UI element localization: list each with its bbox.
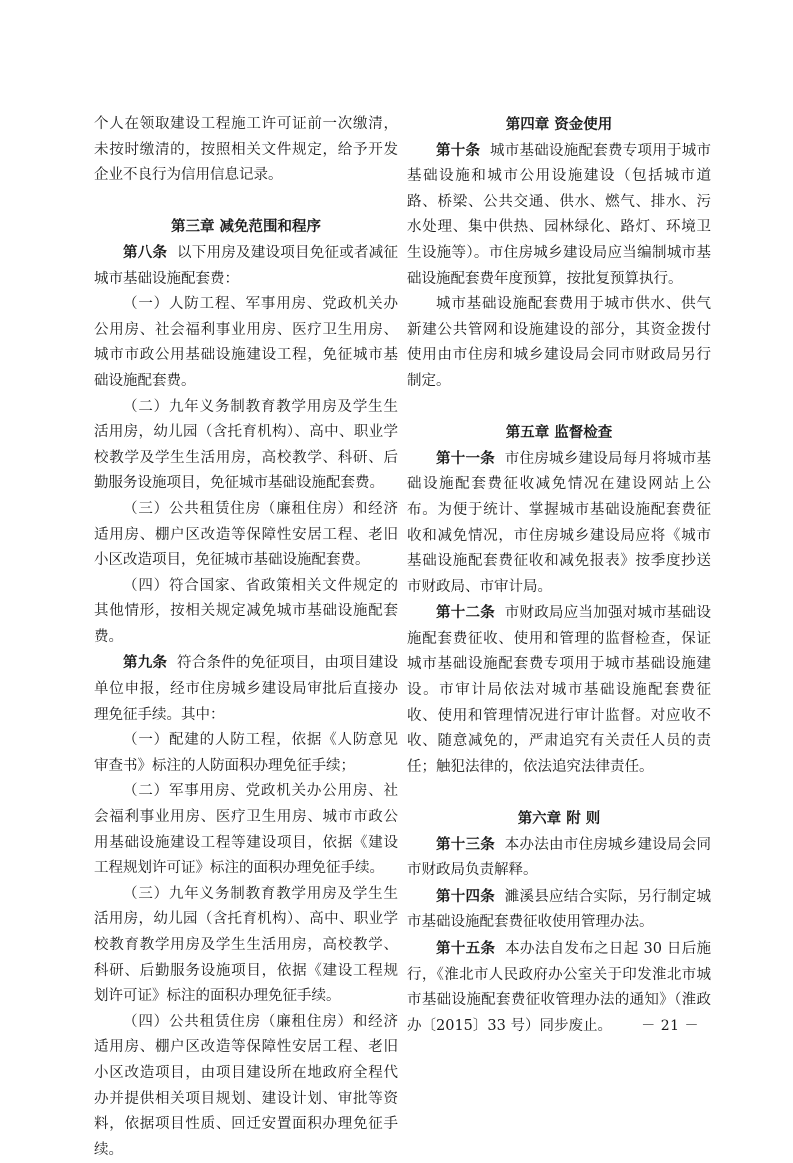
article-8-text: 以下用房及建设项目免征或者减征城市基础设施配套费： bbox=[94, 244, 399, 287]
article-9-item-2: （二）军事用房、党政机关办公用房、社会福利事业用房、医疗卫生用房、城市市政公用基础设施建设工程等建设项目，依据《建设工程规划许可证》标注的面积办理免征手续。 bbox=[94, 783, 398, 877]
article-10-text: 城市基础设施配套费专项用于城市基础设施和城市公用设施建设（包括城市道路、桥梁、公共交通、供水、燃气、排水、污水处理、集中供热、园林绿化、路灯、环境卫生设施等）。市住房城乡建设局应当编制城市基础设施配套费年度预算，按批复预算执行。 bbox=[407, 142, 712, 287]
article-11 bbox=[407, 446, 711, 601]
article-9-text: 符合条件的免征项目，由项目建设单位申报，经市住房城乡建设局审批后直接办理免征手续。其中： bbox=[94, 655, 399, 723]
article-9 bbox=[94, 650, 398, 728]
article-10-label: 第十条 bbox=[436, 141, 481, 159]
article-9-item-4: （四）公共租赁住房（廉租住房）和经济适用房、棚户区改造等保障性安居工程、老旧小区改造项目，由项目建设所在地政府全程代办并提供相关项目规划、建设计划、审批等资料，依据项目性质、回迁安置面积办理免征手续。 bbox=[94, 1013, 398, 1158]
article-15-label: 第十五条 bbox=[436, 940, 496, 957]
article-8-label: 第八条 bbox=[123, 243, 168, 261]
article-14 bbox=[407, 884, 711, 936]
chapter-3-title: 第三章 减免范围和程序 bbox=[170, 218, 322, 236]
page-number: － 21 － bbox=[641, 1018, 699, 1034]
article-8-item-4: （四）符合国家、省政策相关文件规定的其他情形，按相关规定减免城市基础设施配套费。 bbox=[94, 577, 398, 645]
paragraph-continued: 个人在领取建设工程施工许可证前一次缴清，未按时缴清的，按照相关文件规定，给予开发企业不良行为信用信息记录。 bbox=[94, 116, 398, 184]
article-14-label: 第十四条 bbox=[436, 887, 496, 905]
article-14-text: 濉溪县应结合实际，另行制定城市基础设施配套费征收使用管理办法。 bbox=[407, 888, 712, 931]
article-12-label: 第十二条 bbox=[436, 604, 496, 622]
chapter-4-title: 第四章 资金使用 bbox=[505, 116, 613, 133]
chapter-6-title: 第六章 附 则 bbox=[517, 810, 601, 828]
article-13 bbox=[407, 832, 711, 884]
article-8-item-2: （二）九年义务制教育教学用房及学生生活用房，幼儿园（含托育机构）、高中、职业学校教学及学生生活用房，高校教学、科研、后勤服务设施项目，免征城市基础设施配套费。 bbox=[94, 398, 398, 492]
article-13-text: 本办法由市住房城乡建设局会同市财政局负责解释。 bbox=[407, 836, 712, 879]
article-8-item-1: （一）人防工程、军事用房、党政机关办公用房、社会福利事业用房、医疗卫生用房、城市市政公用基础设施建设工程，免征城市基础设施配套费。 bbox=[94, 296, 398, 389]
article-10-paragraph-2: 城市基础设施配套费用于城市供水、供气新建公共管网和设施建设的部分，其资金拨付使用由市住房和城乡建设局会同市财政局另行制定。 bbox=[407, 296, 711, 389]
article-13-label: 第十三条 bbox=[436, 835, 496, 853]
chapter-5-title: 第五章 监督检查 bbox=[505, 424, 613, 442]
article-12-text: 市财政局应当加强对城市基础设施配套费征收、使用和管理的监督检查，保证城市基础设施配套费专项用于城市基础设施建设。市审计局依法对城市基础设施配套费征收、使用和管理情况进行审计监督。对应收不收、随意减免的，严肃追究有关责任人员的责任；触犯法律的，依法追究法律责任。 bbox=[407, 605, 712, 775]
article-8 bbox=[94, 240, 398, 292]
left-column bbox=[94, 112, 398, 1163]
article-8-item-3: （三）公共租赁住房（廉租住房）和经济适用房、棚户区改造等保障性安居工程、老旧小区改造项目，免征城市基础设施配套费。 bbox=[94, 500, 398, 569]
article-15-text: 本办法自发布之日起 30 日后施行，《淮北市人民政府办公室关于印发淮北市城市基础设施配套费征收管理办法的通知》（淮政办〔2015〕33 号）同步废止。 bbox=[407, 941, 712, 1034]
article-9-label: 第九条 bbox=[123, 654, 168, 672]
right-column bbox=[407, 112, 711, 1039]
article-11-label: 第十一条 bbox=[436, 449, 496, 467]
article-12 bbox=[407, 600, 711, 780]
article-10 bbox=[407, 138, 711, 293]
article-11-text: 市住房城乡建设局每月将城市基础设施配套费征收减免情况在建设网站上公布。为便于统计、掌握城市基础设施配套费征收和减免情况，市住房城乡建设局应将《城市基础设施配套费征收和减免报表》按季度抄送市财政局、市审计局。 bbox=[407, 450, 712, 595]
article-9-item-3: （三）九年义务制教育教学用房及学生生活用房，幼儿园（含托育机构）、高中、职业学校教育教学用房及学生生活用房，高校教学、科研、后勤服务设施项目，依据《建设工程规划许可证》标注的面积办理免征手续。 bbox=[94, 885, 398, 1005]
article-9-item-1: （一）配建的人防工程，依据《人防意见审查书》标注的人防面积办理免征手续； bbox=[94, 732, 398, 774]
